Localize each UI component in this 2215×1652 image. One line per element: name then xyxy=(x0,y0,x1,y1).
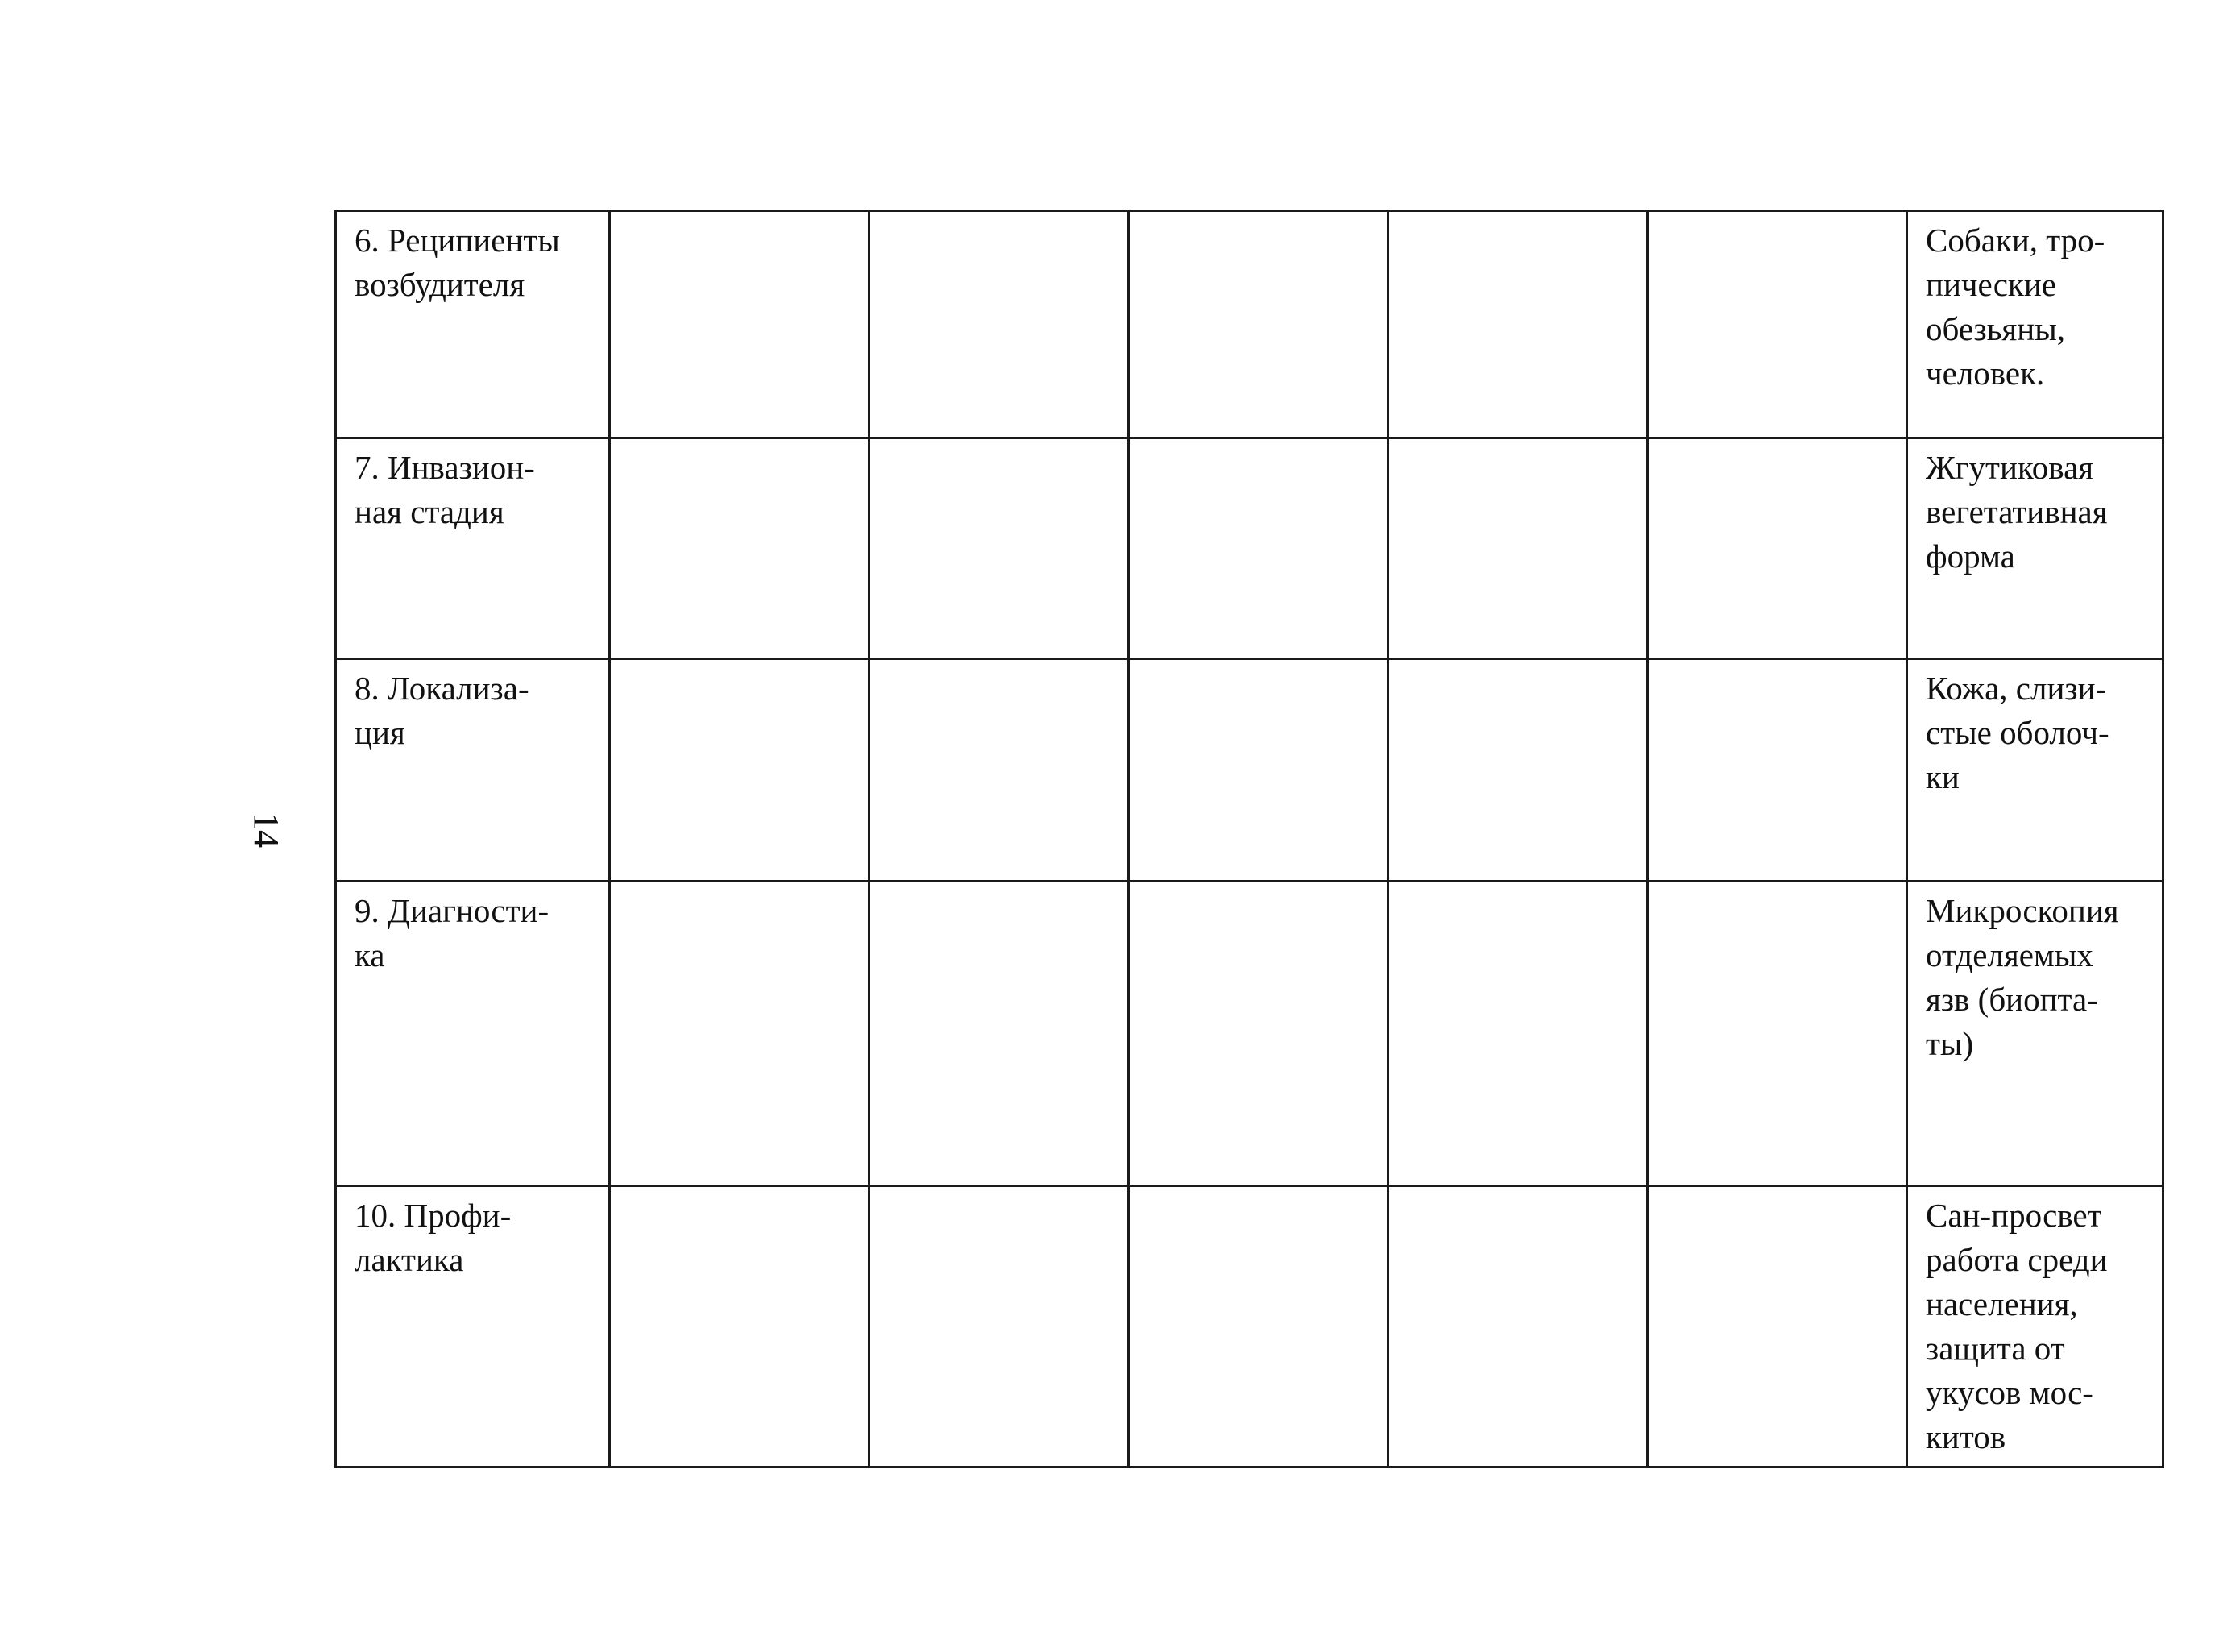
empty-cell xyxy=(869,211,1129,438)
empty-cell xyxy=(610,882,869,1186)
empty-cell xyxy=(610,1186,869,1467)
table-row xyxy=(336,438,2163,659)
empty-cell xyxy=(869,882,1129,1186)
empty-cell xyxy=(610,211,869,438)
row-label: 8. Локализа- ция xyxy=(336,659,610,882)
row-value: Сан-просвет работа среди населения, защита от укусов мос- китов xyxy=(1907,1186,2163,1467)
row-label: 6. Реципиенты возбудителя xyxy=(336,211,610,438)
empty-cell xyxy=(610,659,869,882)
row-label: 9. Диагности- ка xyxy=(336,882,610,1186)
empty-cell xyxy=(1388,438,1648,659)
empty-cell xyxy=(1129,1186,1388,1467)
empty-cell xyxy=(1129,882,1388,1186)
empty-cell xyxy=(1129,659,1388,882)
empty-cell xyxy=(1388,882,1648,1186)
empty-cell xyxy=(1129,211,1388,438)
data-table xyxy=(334,210,2164,1468)
row-label: 7. Инвазион- ная стадия xyxy=(336,438,610,659)
row-value: Жгутиковая вегетативная форма xyxy=(1907,438,2163,659)
table-row xyxy=(336,211,2163,438)
page-number: 14 xyxy=(247,812,286,848)
empty-cell xyxy=(1129,438,1388,659)
table-row xyxy=(336,659,2163,882)
empty-cell xyxy=(869,1186,1129,1467)
table-row xyxy=(336,882,2163,1186)
empty-cell xyxy=(869,438,1129,659)
row-value: Кожа, слизи- стые оболоч- ки xyxy=(1907,659,2163,882)
row-label: 10. Профи- лактика xyxy=(336,1186,610,1467)
empty-cell xyxy=(1648,659,1907,882)
empty-cell xyxy=(1648,211,1907,438)
row-value: Микроскопия отделяемых язв (биопта- ты) xyxy=(1907,882,2163,1186)
table-row xyxy=(336,1186,2163,1467)
empty-cell xyxy=(610,438,869,659)
empty-cell xyxy=(1388,1186,1648,1467)
empty-cell xyxy=(1648,438,1907,659)
empty-cell xyxy=(1388,211,1648,438)
empty-cell xyxy=(1388,659,1648,882)
empty-cell xyxy=(1648,882,1907,1186)
empty-cell xyxy=(869,659,1129,882)
empty-cell xyxy=(1648,1186,1907,1467)
row-value: Собаки, тро- пические обезьяны, человек. xyxy=(1907,211,2163,438)
